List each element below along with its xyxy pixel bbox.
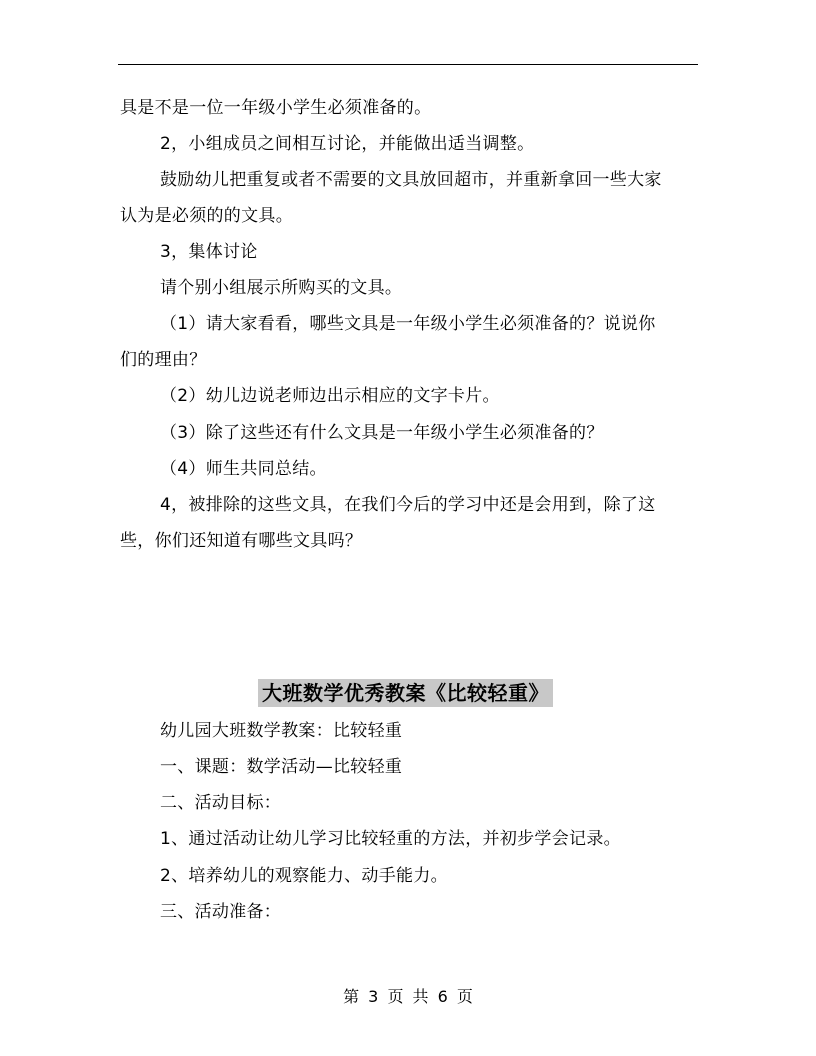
- paragraph-line: 4，被排除的这些文具，在我们今后的学习中还是会用到，除了这: [160, 495, 656, 515]
- paragraph-line: 认为是必须的的文具。: [120, 206, 293, 226]
- paragraph-line: 些，你们还知道有哪些文具吗？: [120, 531, 363, 551]
- page-number-footer: 第 3 页 共 6 页: [343, 987, 473, 1006]
- paragraph-line: 鼓励幼儿把重复或者不需要的文具放回超市，并重新拿回一些大家: [160, 170, 662, 190]
- paragraph-line: 三、活动准备：: [160, 902, 282, 922]
- paragraph-line: 1、通过活动让幼儿学习比较轻重的方法，并初步学会记录。: [160, 829, 621, 849]
- paragraph-line: 一、课题：数学活动—比较轻重: [160, 757, 403, 777]
- paragraph-line: （2）幼儿边说老师边出示相应的文字卡片。: [160, 386, 500, 406]
- paragraph-line: 幼儿园大班数学教案：比较轻重: [160, 721, 403, 741]
- paragraph-line: 请个别小组展示所购买的文具。: [160, 278, 403, 298]
- paragraph-line: 2、培养幼儿的观察能力、动手能力。: [160, 866, 448, 886]
- paragraph-line: 二、活动目标：: [160, 793, 282, 813]
- paragraph-line: （4）师生共同总结。: [160, 459, 327, 479]
- paragraph-line: 2，小组成员之间相互讨论，并能做出适当调整。: [160, 134, 535, 154]
- paragraph-line: 们的理由？: [120, 350, 207, 370]
- paragraph-line: （3）除了这些还有什么文具是一年级小学生必须准备的？: [160, 423, 604, 443]
- paragraph-line: 具是不是一位一年级小学生必须准备的。: [120, 98, 432, 118]
- section-heading: 大班数学优秀教案《比较轻重》: [258, 679, 553, 707]
- paragraph-line: （1）请大家看看，哪些文具是一年级小学生必须准备的？说说你: [160, 314, 656, 334]
- paragraph-line: 3，集体讨论: [160, 242, 258, 262]
- header-rule: [118, 64, 698, 65]
